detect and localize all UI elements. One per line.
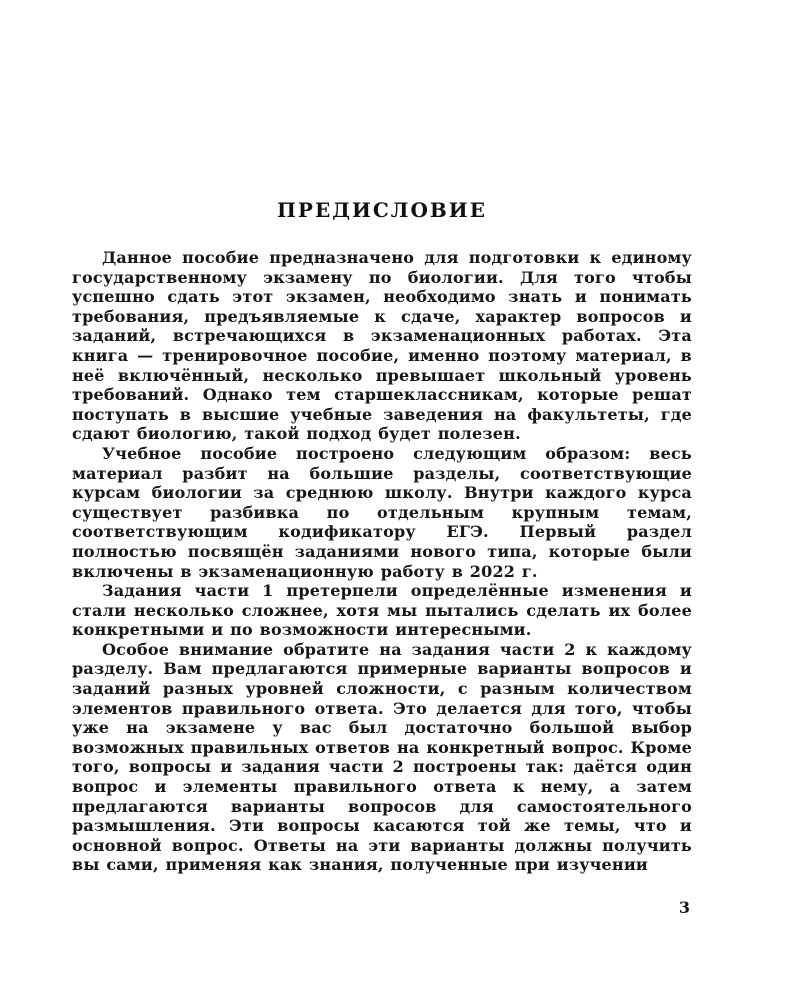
page-body (72, 248, 692, 875)
page-title: ПРЕДИСЛОВИЕ (277, 198, 487, 222)
paragraph-1: Данное пособие предназначено для подготовки к единому государственному экзамену по биологии. Для того чтобы успешно сдать этот экзамен, необходимо знать и понимать требования, предъявляемые к сдаче, характер вопросов и заданий, встречающихся в экзаменационных работах. Эта книга — тренировочное пособие, именно поэтому материал, в неё включённый, несколько превышает школьный уровень требований. Однако тем старшеклассникам, которые решат поступать в высшие учебные заведения на факультеты, где сдают биологию, такой подход будет полезен. (72, 248, 692, 444)
paragraph-2: Учебное пособие построено следующим образом: весь материал разбит на большие разделы, соответствующие курсам биологии за среднюю школу. Внутри каждого курса существует разбивка по отдельным крупным темам, соответствующим кодификатору ЕГЭ. Первый раздел полностью посвящён заданиями нового типа, которые были включены в экзаменационную работу в 2022 г. (72, 443, 692, 581)
text-block (72, 198, 692, 875)
paragraph-4: Особое внимание обратите на задания части 2 к каждому разделу. Вам предлагаются примерные варианты вопросов и заданий разных уровней сложности, с разным количеством элементов правильного ответа. Это делается для того, чтобы уже на экзамене у вас был достаточно большой выбор возможных правильных ответов на конкретный вопрос. Кроме того, вопросы и задания части 2 построены так: даётся один вопрос и элементы правильного ответа к нему, а затем предлагаются варианты вопросов для самостоятельного размышления. Эти вопросы касаются той же темы, что и основной вопрос. Ответы на эти варианты должны получить вы сами, применяя как знания, полученные при изучении (72, 639, 692, 875)
page-number: 3 (678, 898, 690, 917)
paragraph-3: Задания части 1 претерпели определённые изменения и стали несколько сложнее, хотя мы пытались сделать их более конкретными и по возможности интересными. (72, 581, 692, 640)
